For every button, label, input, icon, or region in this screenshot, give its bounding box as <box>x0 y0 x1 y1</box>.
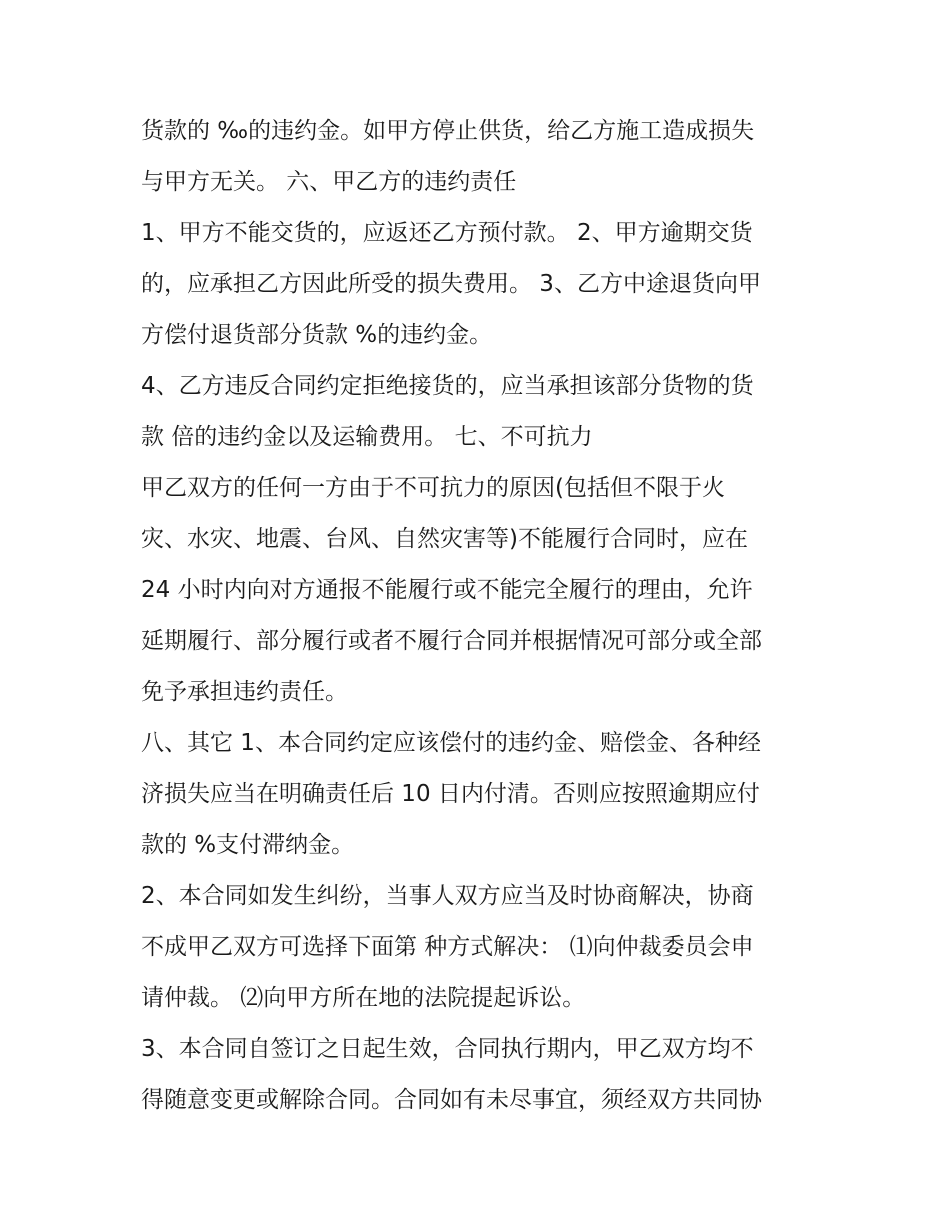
text-line: 甲乙双方的任何一方由于不可抗力的原因(包括但不限于火 <box>141 475 725 501</box>
text-line: 不成甲乙双方可选择下面第 种方式解决： ⑴向仲裁委员会申 <box>141 934 754 960</box>
text-line: 方偿付退货部分货款 %的违约金。 <box>141 322 493 348</box>
text-line: 请仲裁。 ⑵向甲方所在地的法院提起诉讼。 <box>141 985 586 1011</box>
text-line: 得随意变更或解除合同。合同如有未尽事宜，须经双方共同协 <box>141 1087 762 1113</box>
text-line: 款 倍的违约金以及运输费用。 七、不可抗力 <box>141 424 593 450</box>
text-line: 八、其它 1、本合同约定应该偿付的违约金、赔偿金、各种经 <box>141 730 761 756</box>
text-line: 延期履行、部分履行或者不履行合同并根据情况可部分或全部 <box>141 628 762 654</box>
text-line: 4、乙方违反合同约定拒绝接货的，应当承担该部分货物的货 <box>141 373 754 399</box>
text-line: 24 小时内向对方通报不能履行或不能完全履行的理由，允许 <box>141 577 753 603</box>
text-line: 与甲方无关。 六、甲乙方的违约责任 <box>141 169 517 195</box>
text-line: 2、本合同如发生纠纷，当事人双方应当及时协商解决，协商 <box>141 883 754 909</box>
text-line: 货款的 ‰的违约金。如甲方停止供货，给乙方施工造成损失 <box>141 118 755 144</box>
text-line: 免予承担违约责任。 <box>141 679 348 705</box>
text-line: 1、甲方不能交货的，应返还乙方预付款。 2、甲方逾期交货 <box>141 220 753 246</box>
text-line: 款的 %支付滞纳金。 <box>141 832 355 858</box>
text-line: 3、本合同自签订之日起生效，合同执行期内，甲乙双方均不 <box>141 1036 754 1062</box>
text-line: 灾、水灾、地震、台风、自然灾害等)不能履行合同时，应在 <box>141 526 748 552</box>
text-line: 济损失应当在明确责任后 10 日内付清。否则应按照逾期应付 <box>141 781 760 807</box>
contract-text <box>141 106 821 1126</box>
text-line: 的，应承担乙方因此所受的损失费用。 3、乙方中途退货向甲 <box>141 271 761 297</box>
